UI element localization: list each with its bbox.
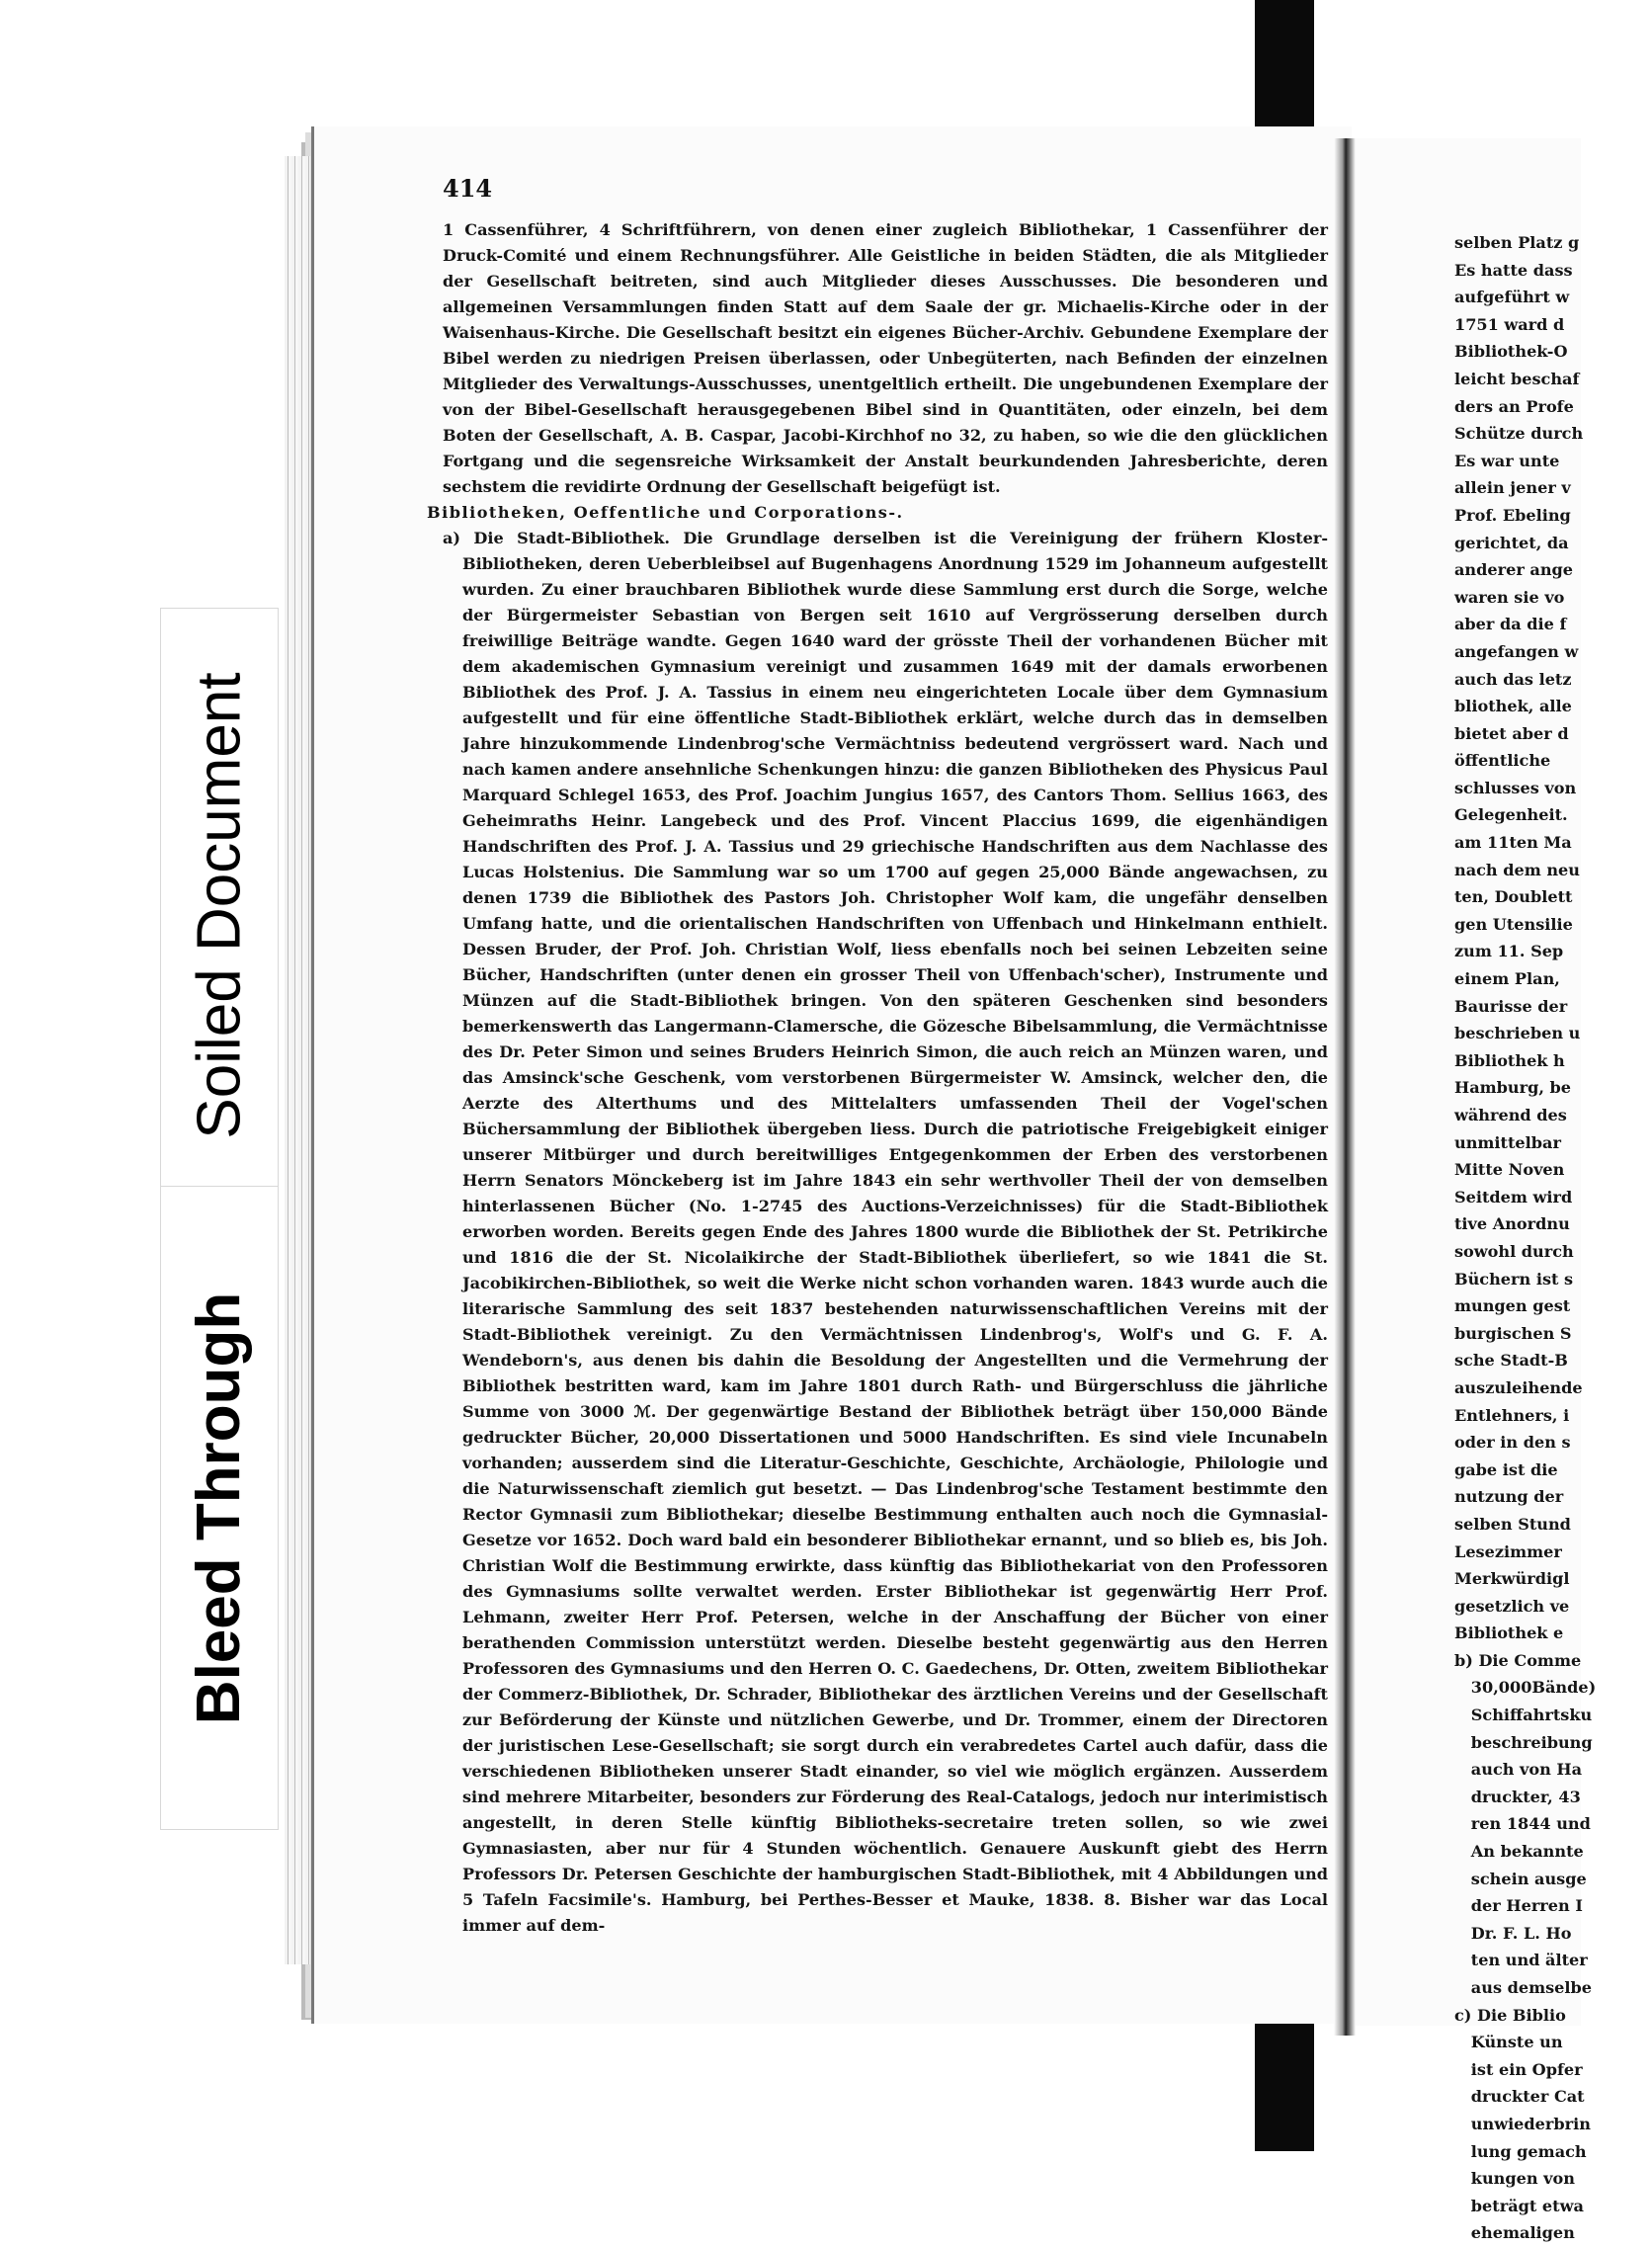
right-page-line: gen Utensilie: [1454, 914, 1573, 934]
right-page-line: b) Die Comme: [1454, 1650, 1582, 1670]
right-page-line: aufgeführt w: [1454, 288, 1570, 307]
right-page-line: nach dem neu: [1454, 860, 1580, 879]
right-page-line: Hamburg, be: [1454, 1078, 1572, 1098]
right-page-line: auch von Ha: [1454, 1760, 1583, 1780]
right-page-line: aus demselbe: [1454, 1978, 1593, 1997]
right-page-line: Gelegenheit.: [1454, 805, 1568, 825]
right-page-line: auszuleihende: [1454, 1377, 1583, 1397]
right-page-line: angefangen w: [1454, 641, 1579, 661]
right-page-line: Seitdem wird: [1454, 1187, 1573, 1207]
right-page-line: Prof. Ebeling: [1454, 505, 1571, 525]
right-page-line: ist ein Opfer: [1454, 2059, 1583, 2079]
label-bleed-through: [160, 1186, 279, 1830]
right-page-line: druckter, 43: [1454, 1787, 1581, 1806]
section-a-paragraph: a) Die Stadt-Bibliothek. Die Grundlage derselben ist die Vereinigung der frühern Kloster-Bibliotheken, deren Ueberbleibsel auf Bugenhagens Anordnung 1529 im Johanneum aufgestellt wurden. Zu einer brauchbaren Bibliothek wurde diese Sammlung erst durch die Sorge, welche der Bürgermeister Sebastian von Bergen seit 1610 auf Vergrösserung derselben durch freiwillige Beiträge wandte. Gegen 1640 ward der grösste Theil der vorhandenen Bücher mit dem akademischen Gymnasium vereinigt und zusammen 1649 mit der damals erworbenen Bibliothek des Prof. J. A. Tassius in einem neu eingerichteten Locale über dem Gymnasium aufgestellt und für eine öffentliche Stadt-Bibliothek erklärt, welche durch das in demselben Jahre hinzukommende Lindenbrog'sche Vermächtniss bedeutend vergrössert ward. Nach und nach kamen andere ansehnliche Schenkungen hinzu: die ganzen Bibliotheken des Physicus Paul Marquard Schlegel 1653, des Prof. Joachim Jungius 1657, des Cantors Thom. Sellius 1663, des Geheimraths Heinr. Langebeck und des Prof. Vincent Placcius 1699, die eigenhändigen Handschriften des Prof. J. A. Tassius und 29 griechische Handschriften aus dem Nachlasse des Lucas Holstenius. Die Sammlung war so um 1700 auf gegen 25,000 Bände angewachsen, zu denen 1739 die Bibliothek des Pastors Joh. Christopher Wolf kam, die ungefähr denselben Umfang hatte, und die orientalischen Handschriften von Uffenbach und Hinkelmann enthielt. Dessen Bruder, der Prof. Joh. Christian Wolf, liess ebenfalls noch bei seinen Lebzeiten seine Bücher, Handschriften (unter denen ein grosser Theil von Uffenbach'scher), Instrumente und Münzen auf die Stadt-Bibliothek bringen. Von den späteren Geschenken sind besonders bemerkenswerth das Langermann-Clamersche, die Gözesche Bibelsammlung, die Vermächtnisse des Dr. Peter Simon und seines Bruders Heinrich Simon, die auch reich an Münzen waren, und das Amsinck'sche Geschenk, vom verstorbenen Bürgermeister W. Amsinck, welcher den, die Aerzte des Alterthums und des Mittelalters umfassenden Theil der Vogel'schen Büchersammlung der Bibliothek übergeben liess. Durch die patriotische Freigebigkeit einiger unserer Mitbürger und durch bereitwilliges Entgegenkommen der Erben des verstorbenen Herrn Senators Mönckeberg ist im Jahre 1843 ein sehr werthvoller Theil der von demselben hinterlassenen Bücher (No. 1-2745 des Auctions-Verzeichnisses) für die Stadt-Bibliothek erworben worden. Bereits gegen Ende des Jahres 1800 wurde die Bibliothek der St. Petrikirche und 1816 die der St. Nicolaikirche der Stadt-Bibliothek überliefert, so wie 1841 die St. Jacobikirchen-Bibliothek, so weit die Werke nicht schon vorhanden waren. 1843 wurde auch die literarische Sammlung des seit 1837 bestehenden naturwissenschaftlichen Vereins mit der Stadt-Bibliothek vereinigt. Zu den Vermächtnissen Lindenbrog's, Wolf's und G. F. A. Wendeborn's, aus denen bis dahin die Besoldung der Angestellten und die Vermehrung der Bibliothek bestritten ward, kam im Jahre 1801 durch Rath- und Bürgerschluss die jährliche Summe von 3000 ℳ. Der gegenwärtige Bestand der Bibliothek beträgt über 150,000 Bände gedruckter Bücher, 20,000 Dissertationen und 5000 Handschriften. Es sind viele Incunabeln vorhanden; ausserdem sind die Literatur-Geschichte, Geschichte, Archäologie, Philologie und die Naturwissenschaft ziemlich gut besetzt. — Das Lindenbrog'sche Testament bestimmte den Rector Gymnasii zum Bibliothekar; dieselbe Bestimmung enthalten auch noch die Gymnasial-Gesetze vor 1652. Doch ward bald ein besonderer Bibliothekar ernannt, und so blieb es, bis Joh. Christian Wolf die Bestimmung erwirkte, dass künftig das Bibliothekariat von den Professoren des Gymnasiums sollte verwaltet werden. Erster Bibliothekar ist gegenwärtig Herr Prof. Lehmann, zweiter Herr Prof. Petersen, welche in der Anschaffung der Bücher von einer berathenden Commission unterstützt werden. Dieselbe besteht gegenwärtig aus den Herren Professoren des Gymnasiums und den Herren O. C. Gaedechens, Dr. Otten, zweitem Bibliothekar der Commerz-Bibliothek, Dr. Schrader, Bibliothekar des ärztlichen Vereins und der Gesellschaft zur Beförderung der Künste und nützlichen Gewerbe, und Dr. Trommer, einem der Directoren der juristischen Lese-Gesellschaft; sie sorgt durch ein verabredetes Cartel auch dafür, dass die verschiedenen Bibliotheken unserer Stadt einander, so viel wie möglich ergänzen. Ausserdem sind mehrere Mitarbeiter, besonders zur Förderung des Real-Catalogs, jedoch nur interimistisch angestellt, in deren Stelle künftig Bibliotheks-secretaire treten sollen, so wie zwei Gymnasiasten, aber nur für 4 Stunden wöchentlich. Genauere Auskunft giebt des Herrn Professors Dr. Petersen Geschichte der hamburgischen Stadt-Bibliothek, mit 4 Abbildungen und 5 Tafeln Facsimile's. Hamburg, bei Perthes-Besser et Mauke, 1838. 8. Bisher war das Local immer auf dem-: [443, 529, 1328, 1935]
right-page-line: sche Stadt-B: [1454, 1351, 1568, 1371]
right-page-line: An bekannte: [1454, 1842, 1584, 1862]
right-page-line: Bibliothek e: [1454, 1623, 1564, 1643]
right-page-line: ren 1844 und: [1454, 1814, 1591, 1834]
right-page-line: tive Anordnu: [1454, 1214, 1570, 1234]
right-page-line: Es hatte dass: [1454, 260, 1573, 280]
right-page-line: beschrieben u: [1454, 1024, 1581, 1043]
right-page-line: ten und älter: [1454, 1951, 1588, 1970]
right-page-line: Mitte Noven: [1454, 1160, 1565, 1180]
right-page-line: schlusses von: [1454, 778, 1577, 797]
label-soiled-document: [160, 608, 279, 1203]
left-page-text: [427, 217, 1328, 1956]
right-page-line: einem Plan,: [1454, 969, 1566, 989]
right-page-line: der Herren I: [1454, 1896, 1583, 1916]
right-page-line: unwiederbrin: [1454, 2114, 1591, 2133]
right-page-line: gerichtet, da: [1454, 533, 1569, 552]
right-page-line: ten, Doublett: [1454, 887, 1573, 907]
right-page-line: mungen gest: [1454, 1296, 1571, 1316]
right-page-line: während des: [1454, 1106, 1567, 1124]
right-page-line: Bibliothek h: [1454, 1050, 1565, 1070]
right-page-line: aber da die f: [1454, 615, 1567, 634]
right-page-line: nutzung der: [1454, 1487, 1564, 1507]
label-soiled-text: Soiled Document: [185, 671, 254, 1139]
right-page-line: leicht beschaf: [1454, 369, 1580, 388]
right-page-line: gesetzlich ve: [1454, 1596, 1570, 1616]
right-page-line: gabe ist die: [1454, 1459, 1558, 1479]
right-page-line: Dr. F. L. Ho: [1454, 1923, 1572, 1943]
right-page-line: Künste un: [1454, 2033, 1563, 2052]
right-page-line: auch das letz: [1454, 669, 1572, 689]
book-gutter: [1334, 138, 1356, 2036]
section-heading: Bibliotheken, Oeffentliche und Corporations-.: [427, 503, 904, 522]
right-page-line: 1751 ward d: [1454, 314, 1565, 334]
right-page-line: beträgt etwa: [1454, 2196, 1584, 2215]
right-page-line: selben Platz g: [1454, 233, 1580, 252]
right-page-line: druckter Cat: [1454, 2087, 1585, 2107]
right-page-line: burgischen S: [1454, 1323, 1572, 1343]
right-page-line: Bibliothek-O: [1454, 342, 1568, 362]
right-page-line: anderer ange: [1454, 560, 1574, 580]
right-page-line: Schütze durch: [1454, 424, 1584, 444]
right-page-line: bliothek, alle: [1454, 697, 1572, 716]
right-page-line: schein ausge: [1454, 1869, 1587, 1888]
right-page-line: Büchern ist s: [1454, 1269, 1574, 1289]
right-page-line: Entlehners, i: [1454, 1405, 1570, 1425]
right-page-line: sowohl durch: [1454, 1241, 1574, 1261]
right-page-line: ders an Profe: [1454, 396, 1574, 416]
right-page-line: kungen von: [1454, 2169, 1575, 2189]
right-page-line: bietet aber d: [1454, 723, 1569, 743]
right-page-line: zum 11. Sep: [1454, 942, 1564, 961]
right-page-line: waren sie vo: [1454, 587, 1565, 607]
right-page-line: 30,000Bände): [1454, 1678, 1597, 1698]
right-page-line: selben Stund: [1454, 1514, 1571, 1534]
right-page-line: ehemaligen: [1454, 2223, 1581, 2243]
right-page-text: [1454, 229, 1652, 2243]
right-page-line: beschreibung: [1454, 1732, 1593, 1752]
right-page-line: Es war unte: [1454, 451, 1560, 470]
right-page-line: Lesezimmer: [1454, 1541, 1562, 1561]
right-page-line: unmittelbar: [1454, 1132, 1561, 1152]
right-page-line: öffentliche: [1454, 751, 1551, 771]
right-page-line: Merkwürdigl: [1454, 1569, 1570, 1589]
intro-paragraph: 1 Cassenführer, 4 Schriftführern, von denen einer zugleich Bibliothekar, 1 Cassenführer der Druck-Comité und einem Rechnungsführer. Alle Geistliche in beiden Städten, die als Mitglieder der Gesellschaft beitreten, sind auch Mitglieder dieses Ausschusses. Die besonderen und allgemeinen Versammlungen finden Statt auf dem Saale der gr. Michaelis-Kirche oder in der Waisenhaus-Kirche. Die Gesellschaft besitzt ein eigenes Bücher-Archiv. Gebundene Exemplare der Bibel werden zu niedrigen Preisen überlassen, oder Unbegüterten, nach Befinden der einzelnen Mitglieder des Verwaltungs-Ausschusses, unentgeltlich ertheilt. Die ungebundenen Exemplare der von der Bibel-Gesellschaft herausgegebenen Bibel sind in Quantitäten, oder einzeln, bei dem Boten der Gesellschaft, A. B. Caspar, Jacobi-Kirchhof no 32, zu haben, so wie die den glücklichen Fortgang und die segensreiche Wirksamkeit der Anstalt beurkundenden Jahresberichte, deren sechstem die revidirte Ordnung der Gesellschaft beigefügt ist.: [443, 220, 1328, 496]
page-number: 414: [443, 174, 493, 203]
label-bleed-text: Bleed Through: [185, 1291, 254, 1724]
right-page-line: lung gemach: [1454, 2141, 1587, 2161]
right-page-line: am 11ten Ma: [1454, 833, 1572, 853]
right-page-line: Baurisse der: [1454, 996, 1568, 1016]
right-page-line: oder in den s: [1454, 1433, 1571, 1453]
right-page-line: c) Die Biblio: [1454, 2005, 1566, 2025]
right-page-line: allein jener v: [1454, 478, 1571, 498]
right-page-line: Schiffahrtsku: [1454, 1706, 1593, 1725]
